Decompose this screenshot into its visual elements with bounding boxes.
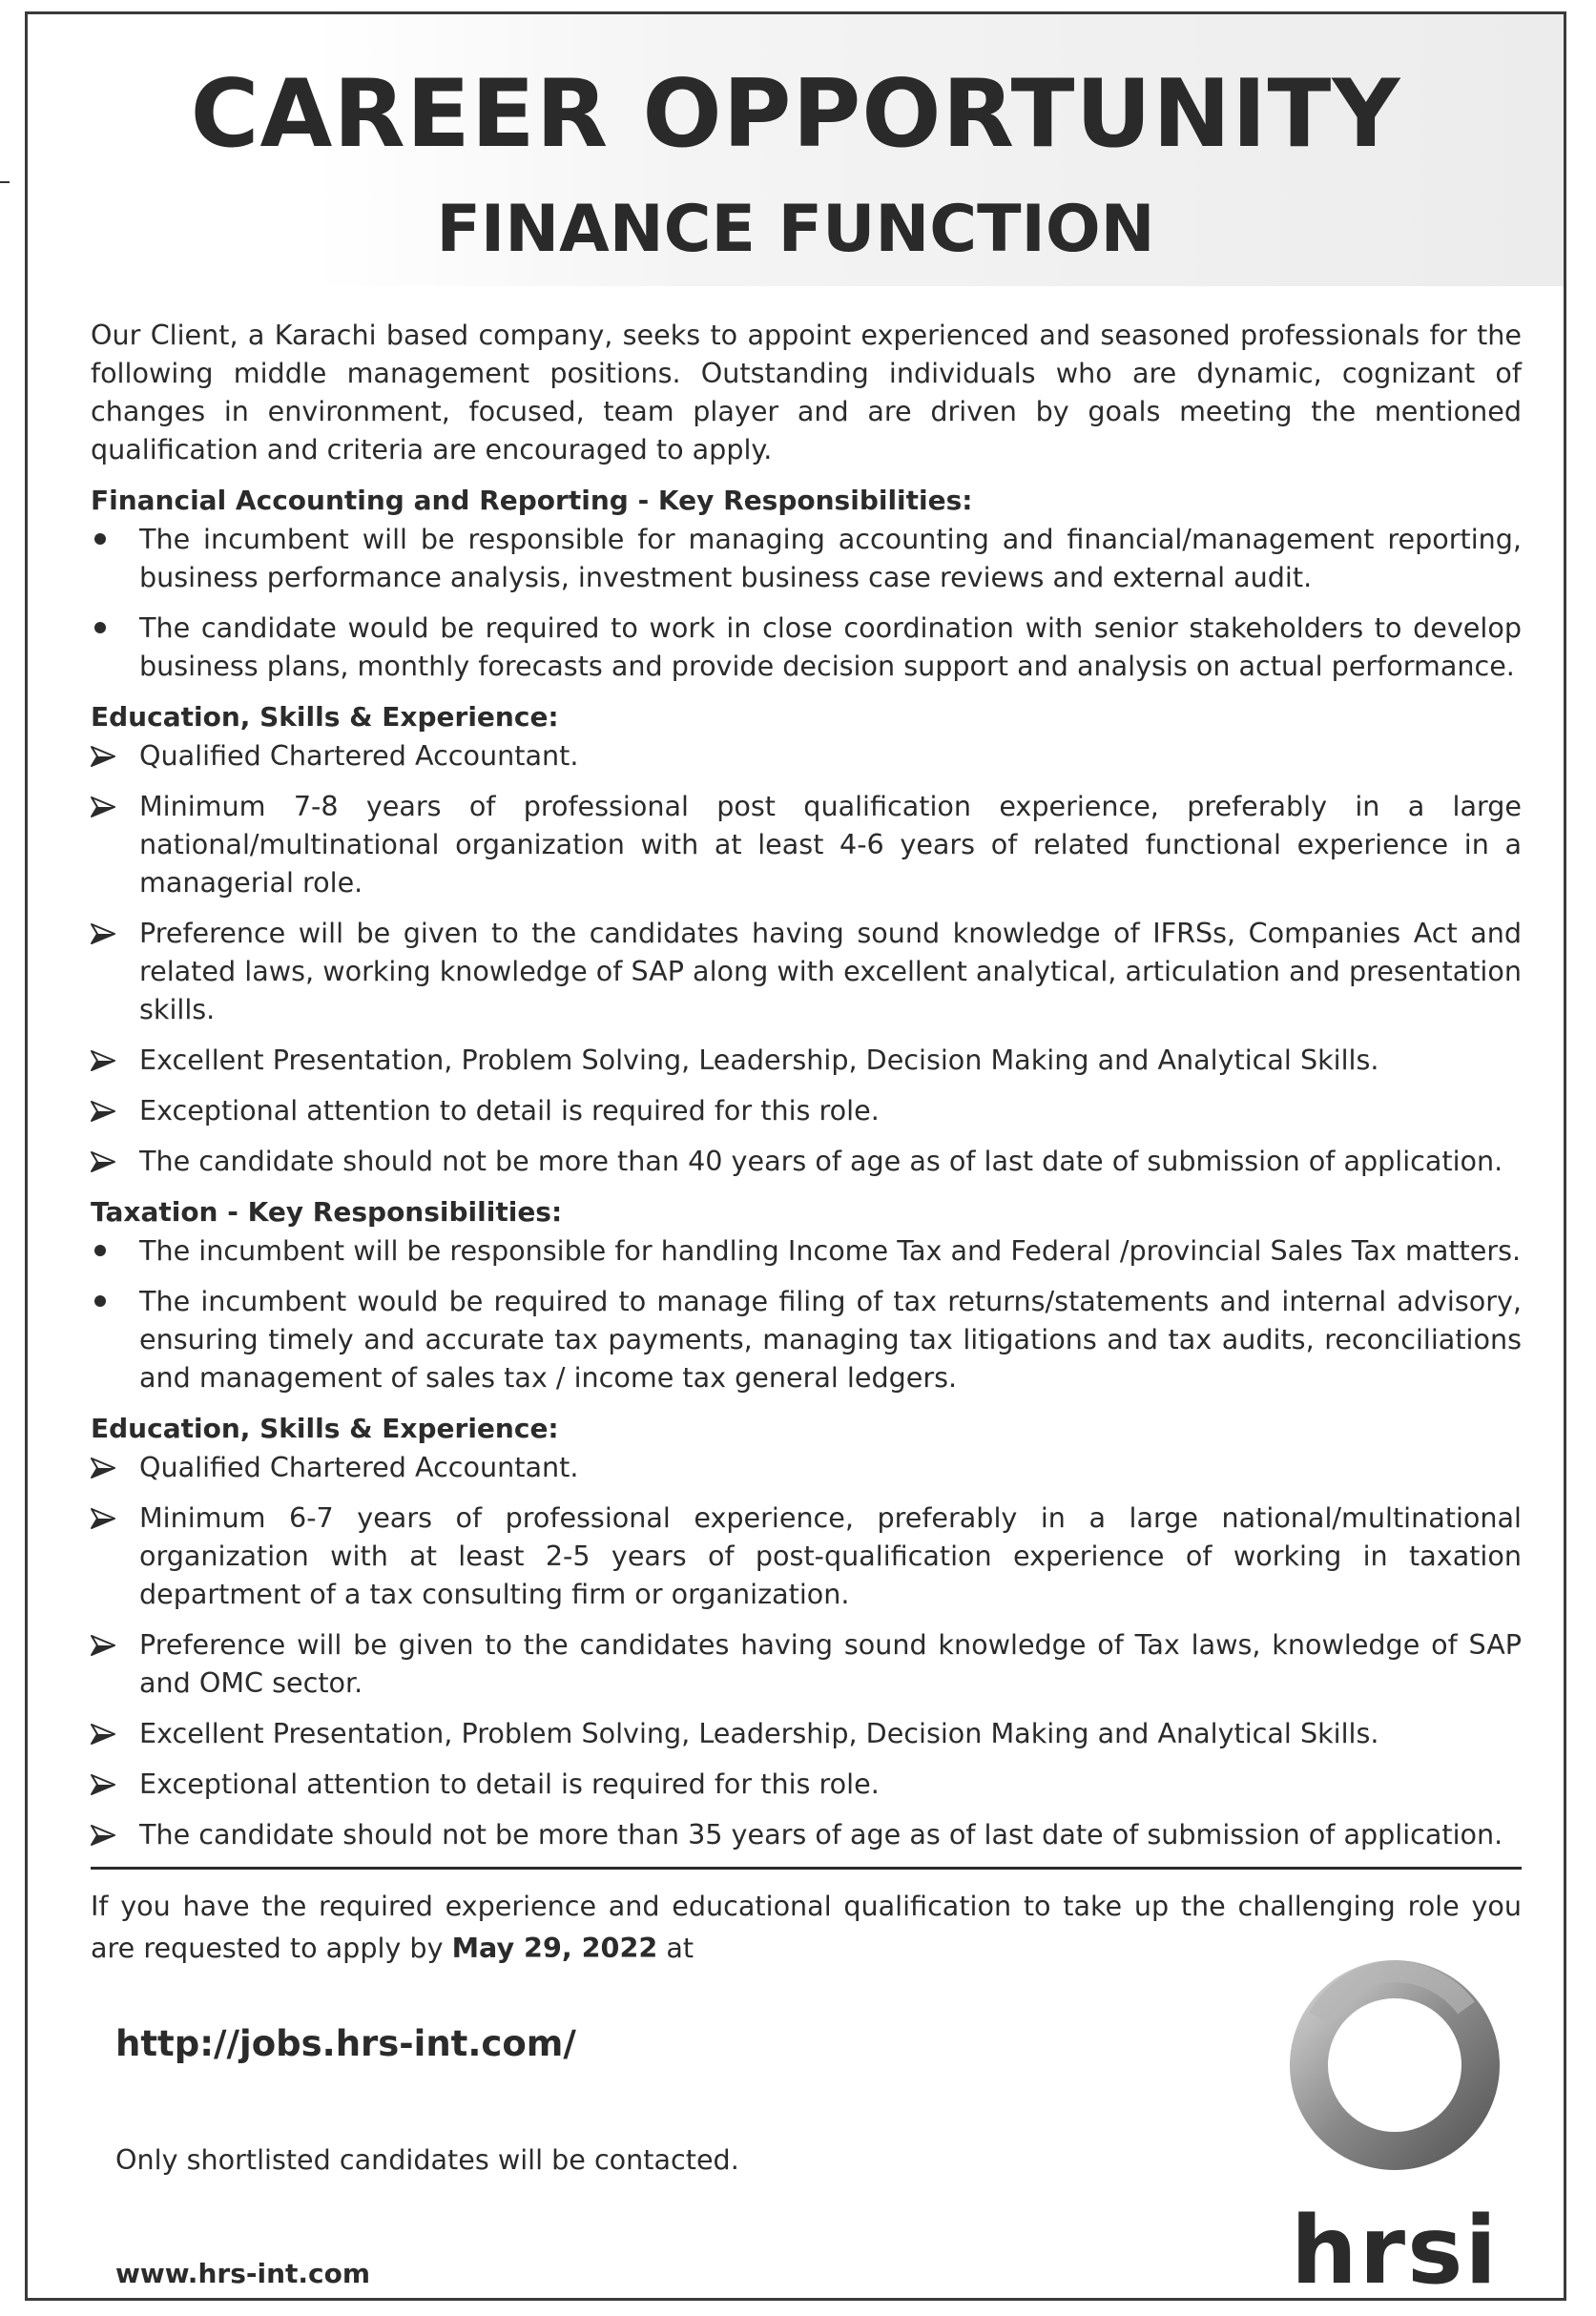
section-heading: Taxation - Key Responsibilities:	[91, 1196, 563, 1228]
list-item-text: Exceptional attention to detail is required for this role.	[139, 1768, 880, 1800]
list-item-text: The incumbent will be responsible for managing accounting and financial/management reporting, business performance analysis, investment business case reviews and external audit.	[139, 523, 1522, 593]
list-item-text: The incumbent will be responsible for handling Income Tax and Federal /provincial Sales Tax matters.	[139, 1234, 1522, 1267]
list-item	[91, 1282, 1522, 1396]
arrow-bullet-icon	[91, 1101, 115, 1122]
list-item	[91, 1091, 1522, 1129]
list-item-text: Excellent Presentation, Problem Solving, Leadership, Decision Making and Analytical Skills.	[139, 1717, 1379, 1749]
list-item-text: The candidate should not be more than 40 years of age as of last date of submission of application.	[139, 1145, 1503, 1177]
bullet-dot-icon	[94, 1295, 106, 1307]
arrow-bullet-icon	[91, 1774, 115, 1795]
list-item-text: Qualified Chartered Accountant.	[139, 739, 579, 772]
list-item	[91, 787, 1522, 901]
arrow-bullet-icon	[91, 796, 115, 817]
hrsi-logo	[1247, 1960, 1543, 2294]
logo-text: hrsi	[1290, 2197, 1500, 2294]
list-item	[91, 1815, 1522, 1853]
list-item-text: Preference will be given to the candidates having sound knowledge of IFRSs, Companies Act and related laws, working knowledge of SAP along with excellent analytical, articulation and presentation skills.	[139, 917, 1522, 1025]
closing-text-after: at	[657, 1932, 694, 1964]
section-heading: Education, Skills & Experience:	[91, 1413, 559, 1444]
list-item	[91, 1499, 1522, 1613]
sections	[91, 482, 1522, 1853]
list-item	[91, 914, 1522, 1028]
list-item-text: Minimum 7-8 years of professional post qualification experience, preferably in a large national/multinational organization with at least 4-6 years of related functional experience in a managerial role.	[139, 790, 1522, 899]
list-item	[91, 609, 1522, 685]
arrow-bullet-icon	[91, 1825, 115, 1846]
arrow-bullet-icon	[91, 1724, 115, 1745]
list-item-text: The incumbent would be required to manage filing of tax returns/statements and internal advisory, ensuring timely and accurate tax payments, managing tax litigations and tax audits, reconciliations and management of sales tax / income tax general ledgers.	[139, 1285, 1522, 1394]
section-list	[91, 736, 1522, 1180]
list-item	[91, 1625, 1522, 1702]
section-list	[91, 1448, 1522, 1853]
page-title: CAREER OPPORTUNITY	[190, 60, 1401, 169]
list-item	[91, 1231, 1522, 1270]
list-item	[91, 1714, 1522, 1752]
section-heading: Financial Accounting and Reporting - Key Responsibilities:	[91, 485, 973, 516]
closing-text: If you have the required experience and educational qualification to take up the challenging role you are requested to apply by	[91, 1890, 1522, 1964]
closing-paragraph	[91, 1885, 1522, 1969]
section-list	[91, 520, 1522, 685]
list-item	[91, 1142, 1522, 1180]
list-item-text: Exceptional attention to detail is required for this role.	[139, 1094, 880, 1127]
arrow-bullet-icon	[91, 746, 115, 767]
list-item	[91, 1448, 1522, 1486]
crop-mark	[0, 181, 10, 183]
list-item-text: Preference will be given to the candidates having sound knowledge of Tax laws, knowledge of SAP and OMC sector.	[139, 1628, 1522, 1699]
intro-paragraph: Our Client, a Karachi based company, seeks to appoint experienced and seasoned professionals for the following middle management positions. Outstanding individuals who are dynamic, cognizant of changes in environment, focused, team player and are driven by goals meeting the mentioned qualification and criteria are encouraged to apply.	[91, 319, 1522, 465]
section-heading: Education, Skills & Experience:	[91, 701, 559, 733]
arrow-bullet-icon	[91, 1458, 115, 1479]
advertisement-frame	[25, 11, 1566, 2301]
list-item-text: Qualified Chartered Accountant.	[139, 1451, 579, 1483]
list-item-text: Minimum 6-7 years of professional experience, preferably in a large national/multinational organization with at least 2-5 years of post-qualification experience of working in taxation department of a tax consulting firm or organization.	[139, 1501, 1522, 1610]
deadline: May 29, 2022	[451, 1932, 658, 1964]
list-item-text: The candidate would be required to work in close coordination with senior stakeholders to develop business plans, monthly forecasts and provide decision support and analysis on actual performance.	[139, 611, 1522, 682]
page-subtitle: FINANCE FUNCTION	[436, 192, 1155, 267]
list-item	[91, 1765, 1522, 1803]
list-item-text: The candidate should not be more than 35 years of age as of last date of submission of application.	[139, 1818, 1503, 1851]
list-item	[91, 520, 1522, 596]
divider	[91, 1867, 1522, 1870]
ad-content	[91, 316, 1522, 1969]
list-item-text: Excellent Presentation, Problem Solving, Leadership, Decision Making and Analytical Skills.	[139, 1044, 1379, 1076]
section-list	[91, 1231, 1522, 1396]
apply-link[interactable]: http://jobs.hrs-int.com/	[115, 2023, 576, 2064]
bullet-dot-icon	[94, 1245, 106, 1256]
bullet-dot-icon	[94, 533, 106, 545]
shortlist-note: Only shortlisted candidates will be contacted.	[115, 2143, 739, 2176]
arrow-bullet-icon	[91, 923, 115, 944]
bullet-dot-icon	[94, 622, 106, 633]
arrow-bullet-icon	[91, 1151, 115, 1172]
arrow-bullet-icon	[91, 1050, 115, 1071]
website-link[interactable]: www.hrs-int.com	[115, 2258, 371, 2289]
arrow-bullet-icon	[91, 1635, 115, 1656]
list-item	[91, 736, 1522, 775]
list-item	[91, 1041, 1522, 1079]
arrow-bullet-icon	[91, 1508, 115, 1529]
